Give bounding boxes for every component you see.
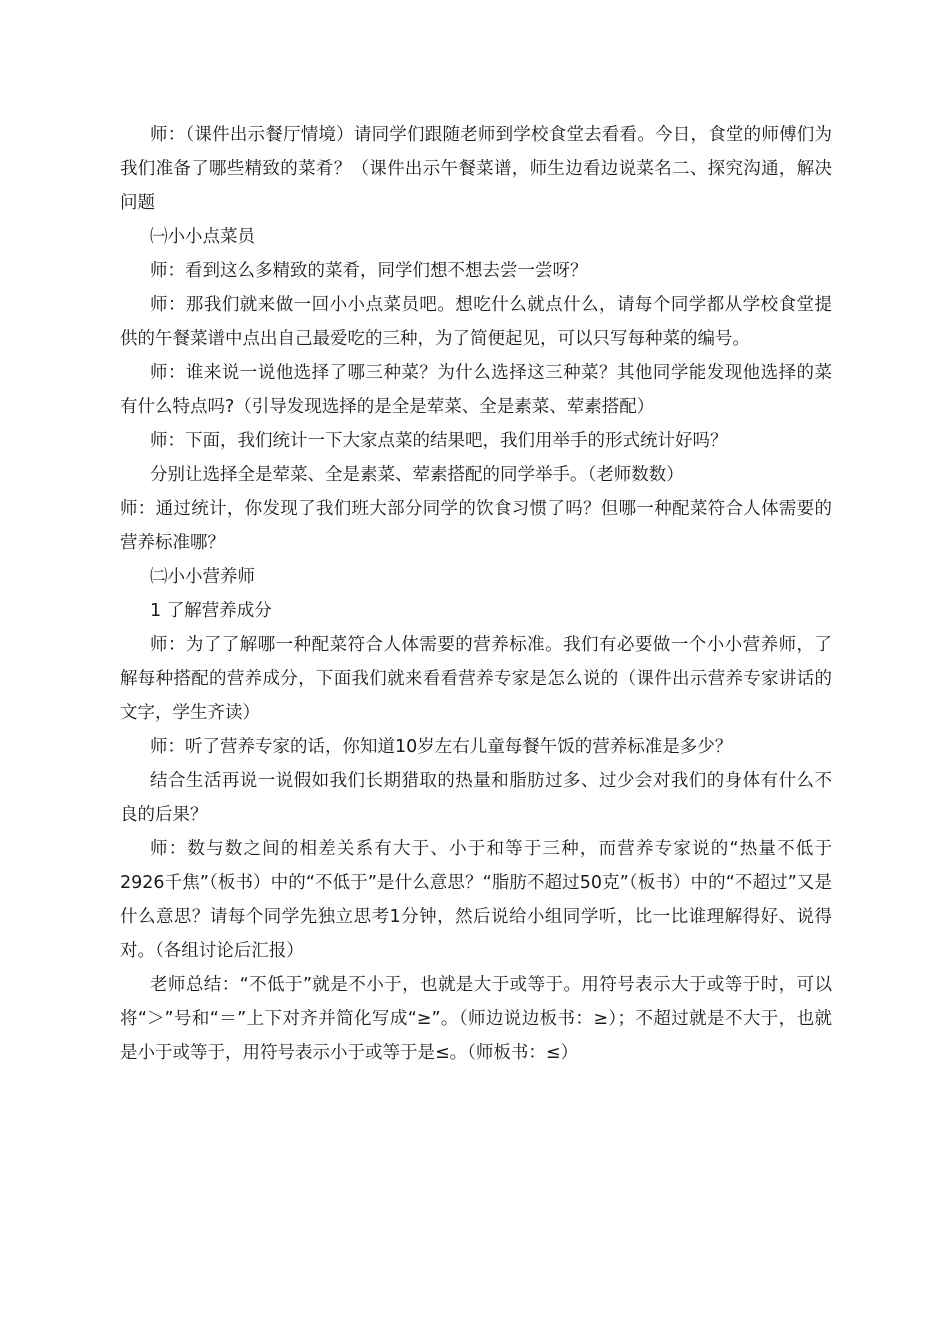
- paragraph: 师：为了了解哪一种配菜符合人体需要的营养标准。我们有必要做一个小小营养师，了解每种搭配的营养成分，下面我们就来看看营养专家是怎么说的（课件出示营养专家讲话的文字，学生齐读）: [120, 635, 832, 723]
- paragraph: 师：看到这么多精致的菜肴，同学们想不想去尝一尝呀？: [150, 261, 588, 281]
- paragraph-summary: 老师总结：“不低于”就是不小于，也就是大于或等于。用符号表示大于或等于时，可以将“＞”号和“＝”上下对齐并简化写成“≥”。（师边说边板书：≥）；不超过就是不大于，也就是小于或等于，用符号表示小于或等于是≤。（师板书：≤）: [120, 975, 832, 1063]
- document-body: [120, 118, 832, 1070]
- paragraph: 师：听了营养专家的话，你知道10岁左右儿童每餐午饭的营养标准是多少？: [150, 737, 733, 757]
- paragraph: 结合生活再说一说假如我们长期猎取的热量和脂肪过多、过少会对我们的身体有什么不良的后果？: [120, 771, 832, 825]
- paragraph: 分别让选择全是荤菜、全是素菜、荤素搭配的同学举手。（老师数数）: [150, 465, 684, 485]
- paragraph: 师：通过统计，你发现了我们班大部分同学的饮食习惯了吗？但哪一种配菜符合人体需要的营养标准哪？: [120, 499, 832, 553]
- paragraph: 师：数与数之间的相差关系有大于、小于和等于三种，而营养专家说的“热量不低于2926千焦”（板书）中的“不低于”是什么意思？“脂肪不超过50克”（板书）中的“不超过”又是什么意思？请每个同学先独立思考1分钟，然后说给小组同学听，比一比谁理解得好、说得对。（各组讨论后汇报）: [120, 839, 832, 961]
- subheading-nutrition: 1 了解营养成分: [150, 601, 272, 621]
- paragraph: 师：谁来说一说他选择了哪三种菜？为什么选择这三种菜？其他同学能发现他选择的菜有什么特点吗?（引导发现选择的是全是荤菜、全是素菜、荤素搭配）: [120, 363, 832, 417]
- section-heading-ordering: ㈠小小点菜员: [150, 227, 255, 247]
- paragraph: 师：那我们就来做一回小小点菜员吧。想吃什么就点什么，请每个同学都从学校食堂提供的午餐菜谱中点出自己最爱吃的三种，为了简便起见，可以只写每种菜的编号。: [120, 295, 832, 349]
- section-heading-nutritionist: ㈡小小营养师: [150, 567, 255, 587]
- paragraph-intro: 师：（课件出示餐厅情境）请同学们跟随老师到学校食堂去看看。今日，食堂的师傅们为我们准备了哪些精致的菜肴？（课件出示午餐菜谱，师生边看边说菜名二、探究沟通，解决问题: [120, 125, 832, 213]
- paragraph: 师：下面，我们统计一下大家点菜的结果吧，我们用举手的形式统计好吗？: [150, 431, 728, 451]
